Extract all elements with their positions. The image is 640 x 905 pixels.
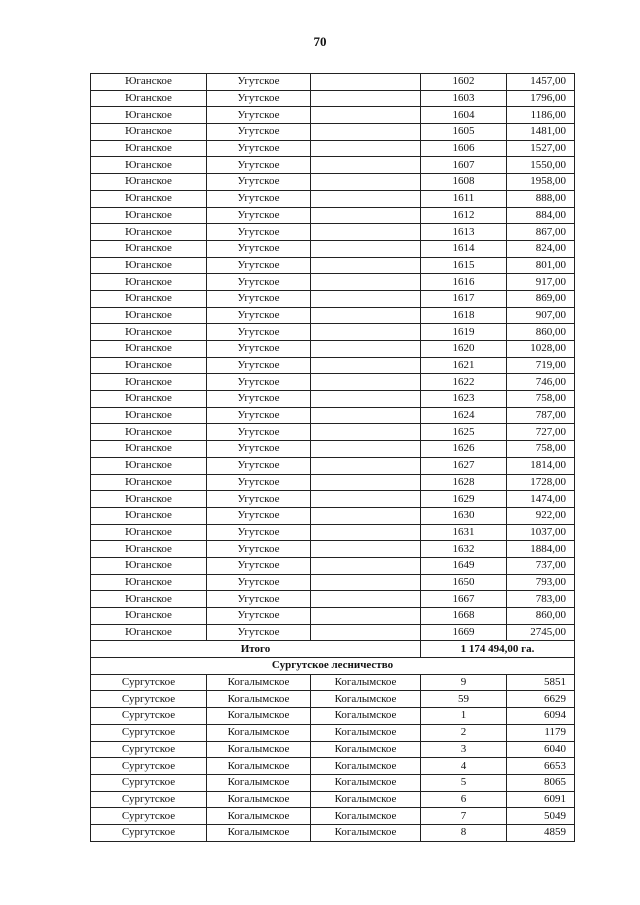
area-cell: 1884,00 bbox=[507, 541, 575, 558]
table-row bbox=[91, 507, 575, 524]
tract-cell: Когалымское bbox=[311, 808, 421, 825]
forestry-cell: Юганское bbox=[91, 274, 207, 291]
district-cell: Угутское bbox=[207, 124, 311, 141]
table-row bbox=[91, 274, 575, 291]
forestry-cell: Сургутское bbox=[91, 824, 207, 841]
area-cell: 783,00 bbox=[507, 591, 575, 608]
forestry-cell: Юганское bbox=[91, 624, 207, 641]
quarter-cell: 2 bbox=[421, 724, 507, 741]
tract-cell: Когалымское bbox=[311, 674, 421, 691]
table-row bbox=[91, 207, 575, 224]
section-row bbox=[91, 658, 575, 675]
quarter-cell: 1614 bbox=[421, 240, 507, 257]
quarter-cell: 1606 bbox=[421, 140, 507, 157]
tract-cell: Когалымское bbox=[311, 824, 421, 841]
table-row bbox=[91, 674, 575, 691]
forestry-cell: Юганское bbox=[91, 391, 207, 408]
district-cell: Угутское bbox=[207, 257, 311, 274]
forestry-cell: Сургутское bbox=[91, 808, 207, 825]
forestry-cell: Юганское bbox=[91, 190, 207, 207]
table-row bbox=[91, 140, 575, 157]
quarter-cell: 3 bbox=[421, 741, 507, 758]
tract-cell: Когалымское bbox=[311, 741, 421, 758]
district-cell: Угутское bbox=[207, 591, 311, 608]
area-cell: 758,00 bbox=[507, 441, 575, 458]
area-cell: 6094 bbox=[507, 708, 575, 725]
tract-cell bbox=[311, 324, 421, 341]
tract-cell bbox=[311, 357, 421, 374]
tract-cell bbox=[311, 90, 421, 107]
table-row bbox=[91, 407, 575, 424]
forestry-cell: Сургутское bbox=[91, 724, 207, 741]
area-cell: 801,00 bbox=[507, 257, 575, 274]
table-row bbox=[91, 224, 575, 241]
quarter-cell: 1668 bbox=[421, 608, 507, 625]
area-cell: 1474,00 bbox=[507, 491, 575, 508]
area-cell: 884,00 bbox=[507, 207, 575, 224]
tract-cell bbox=[311, 457, 421, 474]
area-cell: 1958,00 bbox=[507, 174, 575, 191]
table-row bbox=[91, 691, 575, 708]
area-cell: 1457,00 bbox=[507, 74, 575, 91]
forestry-cell: Юганское bbox=[91, 557, 207, 574]
tract-cell: Когалымское bbox=[311, 758, 421, 775]
forestry-cell: Юганское bbox=[91, 324, 207, 341]
district-cell: Угутское bbox=[207, 140, 311, 157]
tract-cell: Когалымское bbox=[311, 724, 421, 741]
table-row bbox=[91, 157, 575, 174]
forestry-cell: Юганское bbox=[91, 441, 207, 458]
district-cell: Угутское bbox=[207, 608, 311, 625]
quarter-cell: 1 bbox=[421, 708, 507, 725]
area-cell: 824,00 bbox=[507, 240, 575, 257]
forestry-cell: Юганское bbox=[91, 541, 207, 558]
part1-body bbox=[91, 74, 575, 641]
district-cell: Угутское bbox=[207, 491, 311, 508]
area-cell: 6629 bbox=[507, 691, 575, 708]
forestry-cell: Юганское bbox=[91, 457, 207, 474]
forestry-cell: Юганское bbox=[91, 524, 207, 541]
area-cell: 1179 bbox=[507, 724, 575, 741]
district-cell: Угутское bbox=[207, 574, 311, 591]
tract-cell bbox=[311, 207, 421, 224]
quarter-cell: 1669 bbox=[421, 624, 507, 641]
table-row bbox=[91, 257, 575, 274]
quarter-cell: 4 bbox=[421, 758, 507, 775]
quarter-cell: 1625 bbox=[421, 424, 507, 441]
table-row bbox=[91, 524, 575, 541]
table-row bbox=[91, 474, 575, 491]
table-row bbox=[91, 190, 575, 207]
area-cell: 1186,00 bbox=[507, 107, 575, 124]
quarter-cell: 1667 bbox=[421, 591, 507, 608]
area-cell: 867,00 bbox=[507, 224, 575, 241]
table-row bbox=[91, 307, 575, 324]
quarter-cell: 1612 bbox=[421, 207, 507, 224]
total-value: 1 174 494,00 га. bbox=[421, 641, 575, 658]
quarter-cell: 8 bbox=[421, 824, 507, 841]
table-row bbox=[91, 290, 575, 307]
area-cell: 1527,00 bbox=[507, 140, 575, 157]
tract-cell bbox=[311, 107, 421, 124]
district-cell: Угутское bbox=[207, 190, 311, 207]
table-row bbox=[91, 758, 575, 775]
quarter-cell: 1617 bbox=[421, 290, 507, 307]
district-cell: Угутское bbox=[207, 357, 311, 374]
district-cell: Угутское bbox=[207, 407, 311, 424]
forestry-cell: Юганское bbox=[91, 124, 207, 141]
tract-cell bbox=[311, 374, 421, 391]
area-cell: 1028,00 bbox=[507, 341, 575, 358]
district-cell: Угутское bbox=[207, 457, 311, 474]
area-cell: 793,00 bbox=[507, 574, 575, 591]
quarter-cell: 6 bbox=[421, 791, 507, 808]
quarter-cell: 1626 bbox=[421, 441, 507, 458]
district-cell: Угутское bbox=[207, 90, 311, 107]
table-row bbox=[91, 240, 575, 257]
table-row bbox=[91, 441, 575, 458]
area-cell: 719,00 bbox=[507, 357, 575, 374]
tract-cell bbox=[311, 74, 421, 91]
quarter-cell: 1620 bbox=[421, 341, 507, 358]
area-cell: 727,00 bbox=[507, 424, 575, 441]
table-row bbox=[91, 491, 575, 508]
area-cell: 860,00 bbox=[507, 608, 575, 625]
district-cell: Угутское bbox=[207, 541, 311, 558]
tract-cell bbox=[311, 541, 421, 558]
forestry-cell: Юганское bbox=[91, 307, 207, 324]
quarter-cell: 1623 bbox=[421, 391, 507, 408]
quarter-cell: 1618 bbox=[421, 307, 507, 324]
tract-cell bbox=[311, 557, 421, 574]
forestry-cell: Юганское bbox=[91, 491, 207, 508]
tract-cell: Когалымское bbox=[311, 691, 421, 708]
tract-cell bbox=[311, 507, 421, 524]
tract-cell: Когалымское bbox=[311, 774, 421, 791]
tract-cell bbox=[311, 157, 421, 174]
area-cell: 1550,00 bbox=[507, 157, 575, 174]
district-cell: Угутское bbox=[207, 174, 311, 191]
area-cell: 8065 bbox=[507, 774, 575, 791]
table-row bbox=[91, 124, 575, 141]
table-row bbox=[91, 341, 575, 358]
district-cell: Угутское bbox=[207, 207, 311, 224]
area-cell: 746,00 bbox=[507, 374, 575, 391]
forestry-cell: Юганское bbox=[91, 474, 207, 491]
table-row bbox=[91, 824, 575, 841]
area-cell: 1037,00 bbox=[507, 524, 575, 541]
tract-cell bbox=[311, 257, 421, 274]
tract-cell bbox=[311, 224, 421, 241]
forestry-cell: Юганское bbox=[91, 224, 207, 241]
table-row bbox=[91, 541, 575, 558]
section-title: Сургутское лесничество bbox=[91, 658, 575, 675]
forestry-cell: Сургутское bbox=[91, 774, 207, 791]
table-row bbox=[91, 391, 575, 408]
district-cell: Угутское bbox=[207, 524, 311, 541]
area-cell: 1796,00 bbox=[507, 90, 575, 107]
area-cell: 737,00 bbox=[507, 557, 575, 574]
tract-cell bbox=[311, 391, 421, 408]
forestry-cell: Юганское bbox=[91, 174, 207, 191]
table-row bbox=[91, 424, 575, 441]
area-cell: 922,00 bbox=[507, 507, 575, 524]
district-cell: Угутское bbox=[207, 374, 311, 391]
table-row bbox=[91, 574, 575, 591]
table-row bbox=[91, 324, 575, 341]
forestry-cell: Юганское bbox=[91, 374, 207, 391]
district-cell: Угутское bbox=[207, 107, 311, 124]
table-row bbox=[91, 624, 575, 641]
district-cell: Угутское bbox=[207, 157, 311, 174]
tract-cell bbox=[311, 574, 421, 591]
area-cell: 1481,00 bbox=[507, 124, 575, 141]
forestry-cell: Юганское bbox=[91, 107, 207, 124]
area-cell: 787,00 bbox=[507, 407, 575, 424]
tract-cell: Когалымское bbox=[311, 708, 421, 725]
quarter-cell: 1650 bbox=[421, 574, 507, 591]
table-row bbox=[91, 591, 575, 608]
forestry-cell: Сургутское bbox=[91, 741, 207, 758]
quarter-cell: 9 bbox=[421, 674, 507, 691]
forestry-cell: Юганское bbox=[91, 591, 207, 608]
table-row bbox=[91, 608, 575, 625]
quarter-cell: 7 bbox=[421, 808, 507, 825]
quarter-cell: 1602 bbox=[421, 74, 507, 91]
quarter-cell: 1605 bbox=[421, 124, 507, 141]
area-cell: 860,00 bbox=[507, 324, 575, 341]
district-cell: Угутское bbox=[207, 557, 311, 574]
quarter-cell: 1627 bbox=[421, 457, 507, 474]
district-cell: Угутское bbox=[207, 324, 311, 341]
district-cell: Когалымское bbox=[207, 674, 311, 691]
total-row bbox=[91, 641, 575, 658]
table-row bbox=[91, 357, 575, 374]
district-cell: Когалымское bbox=[207, 774, 311, 791]
district-cell: Угутское bbox=[207, 391, 311, 408]
tract-cell bbox=[311, 424, 421, 441]
district-cell: Когалымское bbox=[207, 791, 311, 808]
district-cell: Угутское bbox=[207, 441, 311, 458]
quarter-cell: 5 bbox=[421, 774, 507, 791]
forestry-cell: Юганское bbox=[91, 574, 207, 591]
district-cell: Угутское bbox=[207, 240, 311, 257]
district-cell: Когалымское bbox=[207, 724, 311, 741]
quarter-cell: 59 bbox=[421, 691, 507, 708]
quarter-cell: 1622 bbox=[421, 374, 507, 391]
forest-quarters-table bbox=[90, 73, 575, 842]
district-cell: Угутское bbox=[207, 341, 311, 358]
district-cell: Угутское bbox=[207, 224, 311, 241]
area-cell: 869,00 bbox=[507, 290, 575, 307]
part2-body bbox=[91, 674, 575, 841]
quarter-cell: 1607 bbox=[421, 157, 507, 174]
district-cell: Когалымское bbox=[207, 741, 311, 758]
tract-cell bbox=[311, 624, 421, 641]
forestry-cell: Юганское bbox=[91, 608, 207, 625]
tract-cell bbox=[311, 474, 421, 491]
tract-cell bbox=[311, 174, 421, 191]
district-cell: Угутское bbox=[207, 274, 311, 291]
quarter-cell: 1608 bbox=[421, 174, 507, 191]
district-cell: Когалымское bbox=[207, 708, 311, 725]
district-cell: Угутское bbox=[207, 507, 311, 524]
forestry-cell: Юганское bbox=[91, 290, 207, 307]
quarter-cell: 1603 bbox=[421, 90, 507, 107]
area-cell: 758,00 bbox=[507, 391, 575, 408]
tract-cell bbox=[311, 290, 421, 307]
district-cell: Угутское bbox=[207, 74, 311, 91]
area-cell: 5851 bbox=[507, 674, 575, 691]
district-cell: Угутское bbox=[207, 290, 311, 307]
forestry-cell: Юганское bbox=[91, 140, 207, 157]
table-row bbox=[91, 457, 575, 474]
quarter-cell: 1649 bbox=[421, 557, 507, 574]
tract-cell: Когалымское bbox=[311, 791, 421, 808]
area-cell: 5049 bbox=[507, 808, 575, 825]
table-row bbox=[91, 708, 575, 725]
tract-cell bbox=[311, 341, 421, 358]
table-row bbox=[91, 724, 575, 741]
district-cell: Угутское bbox=[207, 307, 311, 324]
quarter-cell: 1616 bbox=[421, 274, 507, 291]
area-cell: 917,00 bbox=[507, 274, 575, 291]
district-cell: Угутское bbox=[207, 624, 311, 641]
page-number: 70 bbox=[313, 34, 327, 49]
forestry-cell: Сургутское bbox=[91, 674, 207, 691]
table-row bbox=[91, 741, 575, 758]
table-row bbox=[91, 374, 575, 391]
table-row bbox=[91, 791, 575, 808]
forestry-cell: Юганское bbox=[91, 407, 207, 424]
district-cell: Когалымское bbox=[207, 691, 311, 708]
tract-cell bbox=[311, 608, 421, 625]
quarter-cell: 1629 bbox=[421, 491, 507, 508]
quarter-cell: 1613 bbox=[421, 224, 507, 241]
district-cell: Угутское bbox=[207, 424, 311, 441]
area-cell: 4859 bbox=[507, 824, 575, 841]
forestry-cell: Сургутское bbox=[91, 791, 207, 808]
district-cell: Когалымское bbox=[207, 758, 311, 775]
tract-cell bbox=[311, 190, 421, 207]
tract-cell bbox=[311, 124, 421, 141]
quarter-cell: 1628 bbox=[421, 474, 507, 491]
quarter-cell: 1604 bbox=[421, 107, 507, 124]
tract-cell bbox=[311, 491, 421, 508]
quarter-cell: 1621 bbox=[421, 357, 507, 374]
tract-cell bbox=[311, 407, 421, 424]
forestry-cell: Юганское bbox=[91, 207, 207, 224]
tract-cell bbox=[311, 140, 421, 157]
quarter-cell: 1619 bbox=[421, 324, 507, 341]
tract-cell bbox=[311, 240, 421, 257]
quarter-cell: 1632 bbox=[421, 541, 507, 558]
table-row bbox=[91, 557, 575, 574]
tract-cell bbox=[311, 307, 421, 324]
district-cell: Когалымское bbox=[207, 824, 311, 841]
tract-cell bbox=[311, 441, 421, 458]
district-cell: Угутское bbox=[207, 474, 311, 491]
tract-cell bbox=[311, 524, 421, 541]
area-cell: 888,00 bbox=[507, 190, 575, 207]
table-row bbox=[91, 107, 575, 124]
forestry-cell: Юганское bbox=[91, 257, 207, 274]
tract-cell bbox=[311, 591, 421, 608]
area-cell: 907,00 bbox=[507, 307, 575, 324]
forestry-cell: Юганское bbox=[91, 90, 207, 107]
area-cell: 1814,00 bbox=[507, 457, 575, 474]
area-cell: 6653 bbox=[507, 758, 575, 775]
quarter-cell: 1611 bbox=[421, 190, 507, 207]
forestry-cell: Юганское bbox=[91, 424, 207, 441]
quarter-cell: 1630 bbox=[421, 507, 507, 524]
area-cell: 6091 bbox=[507, 791, 575, 808]
forestry-cell: Юганское bbox=[91, 74, 207, 91]
area-cell: 2745,00 bbox=[507, 624, 575, 641]
area-cell: 6040 bbox=[507, 741, 575, 758]
quarter-cell: 1624 bbox=[421, 407, 507, 424]
quarter-cell: 1615 bbox=[421, 257, 507, 274]
district-cell: Когалымское bbox=[207, 808, 311, 825]
quarter-cell: 1631 bbox=[421, 524, 507, 541]
forestry-cell: Сургутское bbox=[91, 708, 207, 725]
part1-total bbox=[91, 641, 575, 674]
forestry-cell: Юганское bbox=[91, 357, 207, 374]
forestry-cell: Сургутское bbox=[91, 691, 207, 708]
forestry-cell: Юганское bbox=[91, 240, 207, 257]
table-row bbox=[91, 774, 575, 791]
forestry-cell: Юганское bbox=[91, 341, 207, 358]
table-row bbox=[91, 174, 575, 191]
area-cell: 1728,00 bbox=[507, 474, 575, 491]
forestry-cell: Юганское bbox=[91, 157, 207, 174]
forestry-cell: Сургутское bbox=[91, 758, 207, 775]
forestry-cell: Юганское bbox=[91, 507, 207, 524]
total-label: Итого bbox=[91, 641, 421, 658]
table-row bbox=[91, 74, 575, 91]
table-row bbox=[91, 90, 575, 107]
tract-cell bbox=[311, 274, 421, 291]
table-row bbox=[91, 808, 575, 825]
